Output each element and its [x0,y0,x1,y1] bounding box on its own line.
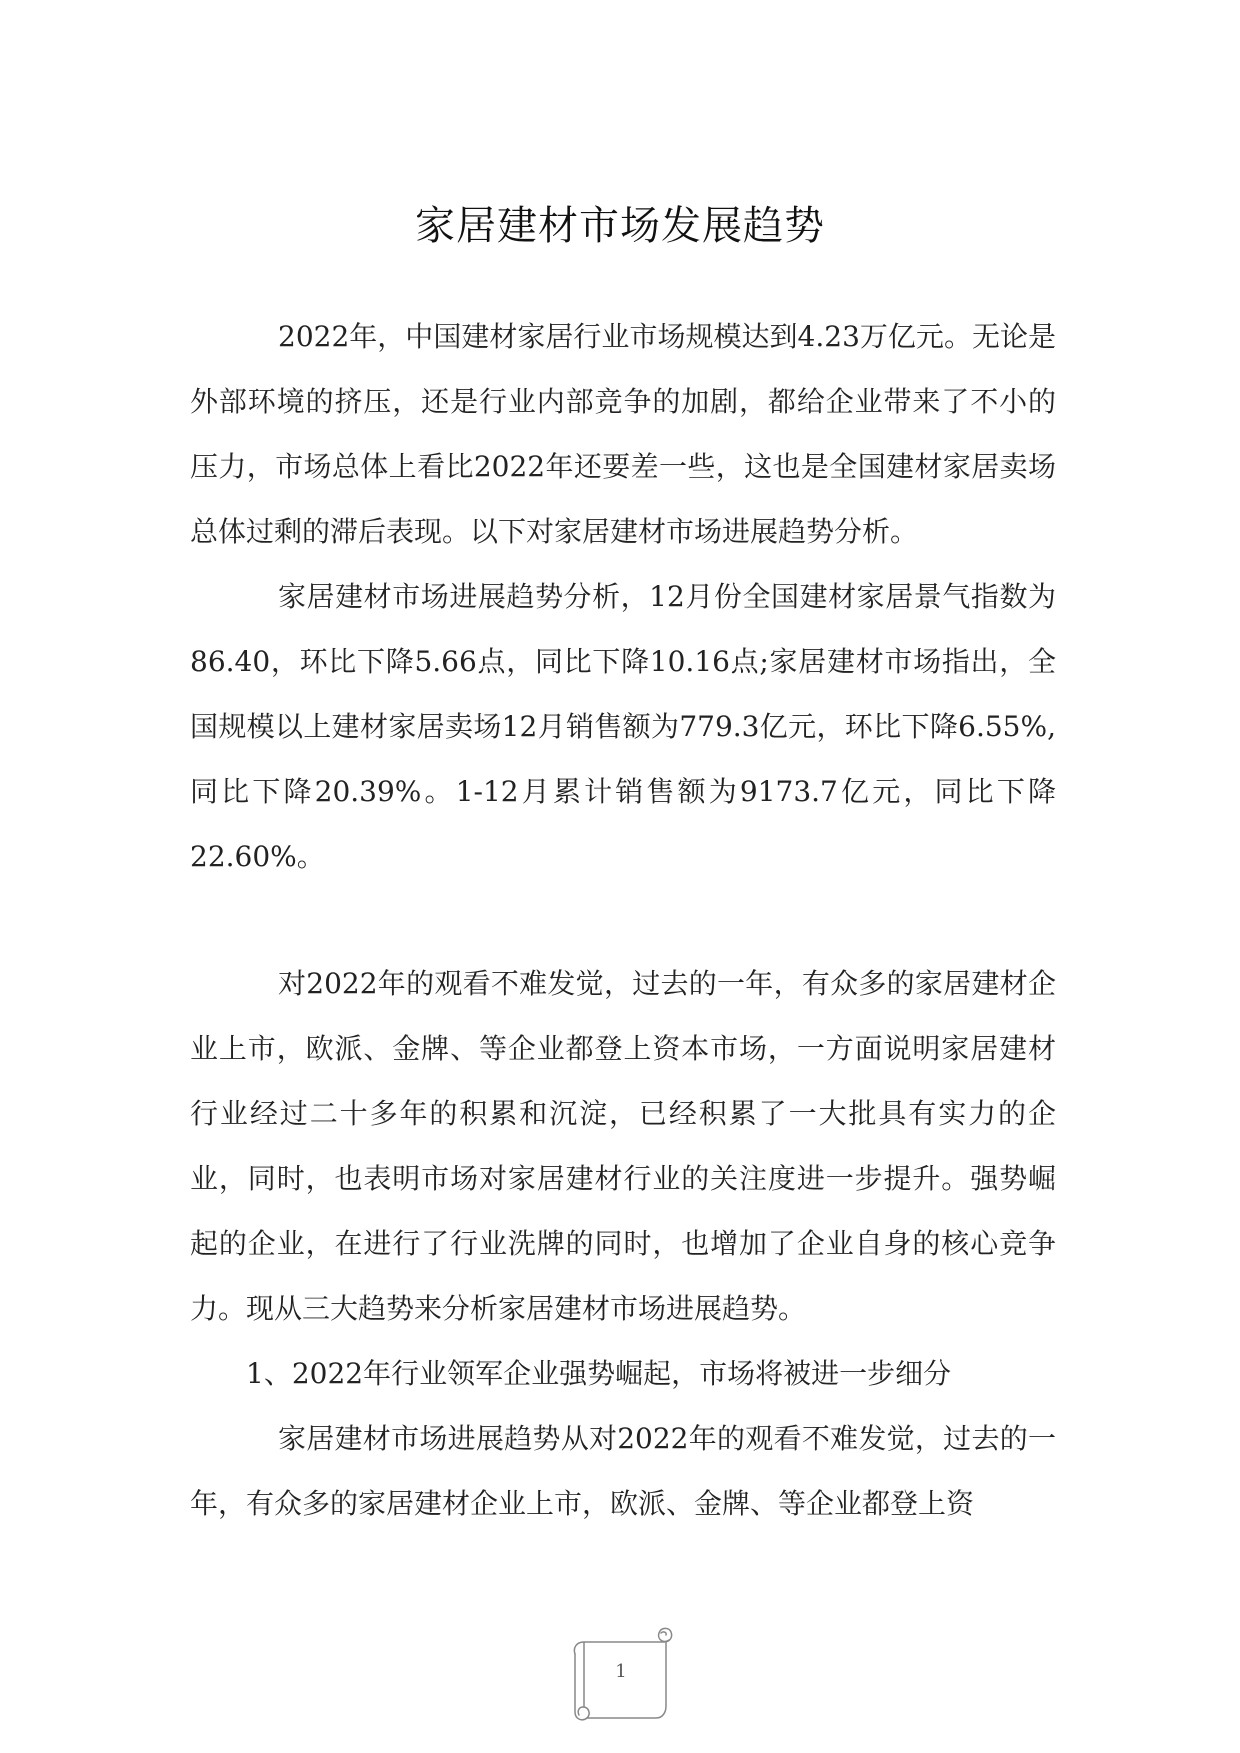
paragraph-trend-1-detail: 家居建材市场进展趋势从对2022年的观看不难发觉，过去的一年，有众多的家居建材企业上市，欧派、金牌、等企业都登上资 [190,1422,1056,1520]
paragraph-listing-observation: 对2022年的观看不难发觉，过去的一年，有众多的家居建材企业上市，欧派、金牌、等企业都登上资本市场，一方面说明家居建材行业经过二十多年的积累和沉淀，已经积累了一大批具有实力的企业，同时，也表明市场对家居建材行业的关注度进一步提升。强势崛起的企业，在进行了行业洗牌的同时，也增加了企业自身的核心竞争力。现从三大趋势来分析家居建材市场进展趋势。 [190,967,1056,1325]
paragraph-spacer [190,889,1056,951]
document-title: 家居建材市场发展趋势 [415,203,825,249]
section-heading-trend-1: 1、2022年行业领军企业强势崛起，市场将被进一步细分 [246,1357,952,1390]
page-number: 1 [615,1661,627,1682]
page-number-scroll [560,1620,682,1724]
paragraph-market-scale: 2022年，中国建材家居行业市场规模达到4.23万亿元。无论是外部环境的挤压，还是行业内部竞争的加剧，都给企业带来了不小的压力，市场总体上看比2022年还要差一些，这也是全国建材家居卖场总体过剩的滞后表现。以下对家居建材市场进展趋势分析。 [190,320,1056,548]
paragraph-index-analysis: 家居建材市场进展趋势分析，12月份全国建材家居景气指数为86.40，环比下降5.66点，同比下降10.16点;家居建材市场指出，全国规模以上建材家居卖场12月销售额为779.3亿元，环比下降6.55%,同比下降20.39%。1-12月累计销售额为9173.7亿元，同比下降22.60%。 [190,580,1056,873]
document-body [190,304,1056,1536]
